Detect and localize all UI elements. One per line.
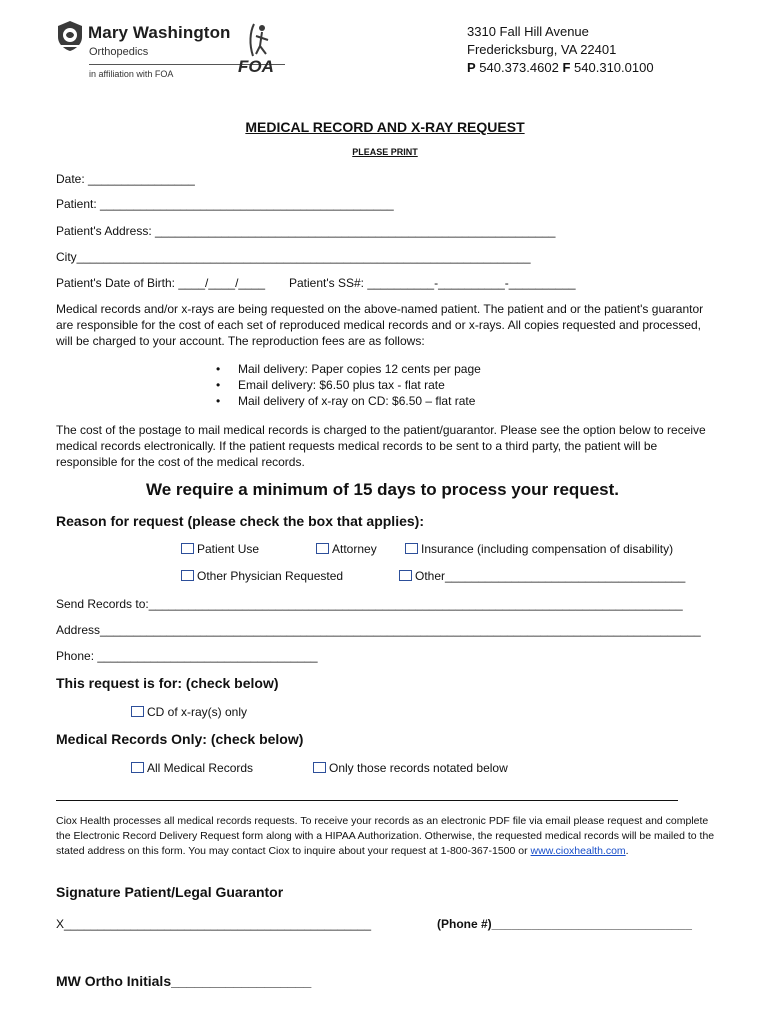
- send-records-field[interactable]: Send Records to:________________________________________________________________________________: [56, 597, 683, 611]
- notated-records-option[interactable]: [313, 760, 508, 776]
- initials-field[interactable]: MW Ortho Initials__________________: [56, 973, 312, 989]
- intro-paragraph: Medical records and/or x-rays are being requested on the above-named patient. The patient and or the patient's guarantor are responsible for the cost of each set of reproduced medical records and or x-rays. All copies requested and processed, will be charged to your account. The reproduction fees are as follows:: [56, 302, 704, 348]
- other-physician-label: Other Physician Requested: [197, 569, 344, 583]
- other-checkbox[interactable]: [399, 570, 412, 581]
- all-records-label: All Medical Records: [147, 761, 254, 775]
- ciox-link[interactable]: www.cioxhealth.com: [530, 845, 626, 857]
- request-for-heading: This request is for: (check below): [56, 675, 279, 691]
- ss-field[interactable]: Patient's SS#: __________-__________-__________: [289, 276, 576, 290]
- notated-records-label: Only those records notated below: [329, 761, 508, 775]
- cd-checkbox[interactable]: [131, 706, 144, 717]
- reason-insurance[interactable]: [405, 541, 673, 557]
- address-line-2: Fredericksburg, VA 22401: [467, 42, 617, 57]
- partner-logo-text: FOA: [238, 57, 274, 76]
- reason-other-physician[interactable]: [181, 568, 343, 584]
- brand-affiliation: in affiliation with FOA: [89, 69, 174, 79]
- clinic-address: [467, 23, 654, 77]
- other-physician-checkbox[interactable]: [181, 570, 194, 581]
- send-address-field[interactable]: Address__________________________________________________________________________________________: [56, 623, 701, 637]
- brand-name: Mary Washington: [88, 23, 231, 42]
- cd-option[interactable]: [131, 704, 247, 720]
- notes-line[interactable]: [56, 800, 678, 801]
- reason-patient-use[interactable]: [181, 541, 259, 557]
- reason-attorney[interactable]: [316, 541, 377, 557]
- all-records-checkbox[interactable]: [131, 762, 144, 773]
- partner-logo: [236, 20, 288, 76]
- minimum-notice: We require a minimum of 15 days to process your request.: [146, 480, 619, 499]
- ciox-paragraph: [56, 814, 716, 859]
- fax-label: F: [562, 60, 571, 75]
- city-field[interactable]: City____________________________________________________________________: [56, 250, 531, 264]
- patient-address-field[interactable]: Patient's Address: ____________________________________________________________: [56, 224, 556, 238]
- signature-line[interactable]: X______________________________________________: [56, 917, 371, 931]
- dob-field[interactable]: Patient's Date of Birth: ____/____/____: [56, 276, 266, 290]
- contact-line: [467, 59, 654, 77]
- patient-field[interactable]: Patient: ____________________________________________: [56, 197, 394, 211]
- reason-other[interactable]: [399, 568, 685, 584]
- other-label: Other____________________________________: [415, 569, 686, 583]
- foa-figure-icon: [236, 20, 288, 76]
- cd-label: CD of x-ray(s) only: [147, 705, 248, 719]
- attorney-label: Attorney: [332, 542, 377, 556]
- brand-subtitle: Orthopedics: [89, 46, 149, 58]
- fee-item: • Mail delivery: Paper copies 12 cents per page: [216, 361, 481, 377]
- form-title: MEDICAL RECORD AND X-RAY REQUEST: [245, 119, 525, 135]
- insurance-label: Insurance (including compensation of disability): [421, 542, 674, 556]
- patient-use-label: Patient Use: [197, 542, 260, 556]
- fee-item: • Mail delivery of x-ray on CD: $6.50 – flat rate: [216, 393, 481, 409]
- attorney-checkbox[interactable]: [316, 543, 329, 554]
- signature-phone-field[interactable]: (Phone #)______________________________: [437, 917, 692, 931]
- fee-list: [216, 361, 481, 409]
- send-phone-field[interactable]: Phone: _________________________________: [56, 649, 318, 663]
- notated-records-checkbox[interactable]: [313, 762, 326, 773]
- signature-heading: Signature Patient/Legal Guarantor: [56, 884, 284, 900]
- fax-number: 540.310.0100: [574, 60, 654, 75]
- all-records-option[interactable]: [131, 760, 253, 776]
- records-heading: Medical Records Only: (check below): [56, 731, 304, 747]
- address-line-1: 3310 Fall Hill Avenue: [467, 24, 589, 39]
- postage-paragraph: The cost of the postage to mail medical records is charged to the patient/guarantor. Please see the option below to receive medical records electronically. If the patient requests medical records to be sent to a third party, the patient will be responsible for the cost of the medical records.: [56, 423, 706, 469]
- form-subtitle: PLEASE PRINT: [352, 147, 418, 157]
- phone-label: P: [467, 60, 476, 75]
- phone-number: 540.373.4602: [479, 60, 559, 75]
- reason-heading: Reason for request (please check the box that applies):: [56, 513, 424, 529]
- insurance-checkbox[interactable]: [405, 543, 418, 554]
- date-field[interactable]: Date: ________________: [56, 172, 195, 186]
- ciox-text: Ciox Health processes all medical records requests. To receive your records as an electronic PDF file via email please request and complete the Electronic Record Delivery Request form along with a HIPAA Authorization. Otherwise, the requested medical records will be mailed to the stated address on this form. You may contact Ciox to inquire about your request at 1-800-367-1500 or: [56, 815, 715, 857]
- patient-use-checkbox[interactable]: [181, 543, 194, 554]
- brand-seal-icon: [55, 20, 85, 52]
- fee-item: • Email delivery: $6.50 plus tax - flat rate: [216, 377, 481, 393]
- ciox-link-suffix: .: [625, 845, 629, 857]
